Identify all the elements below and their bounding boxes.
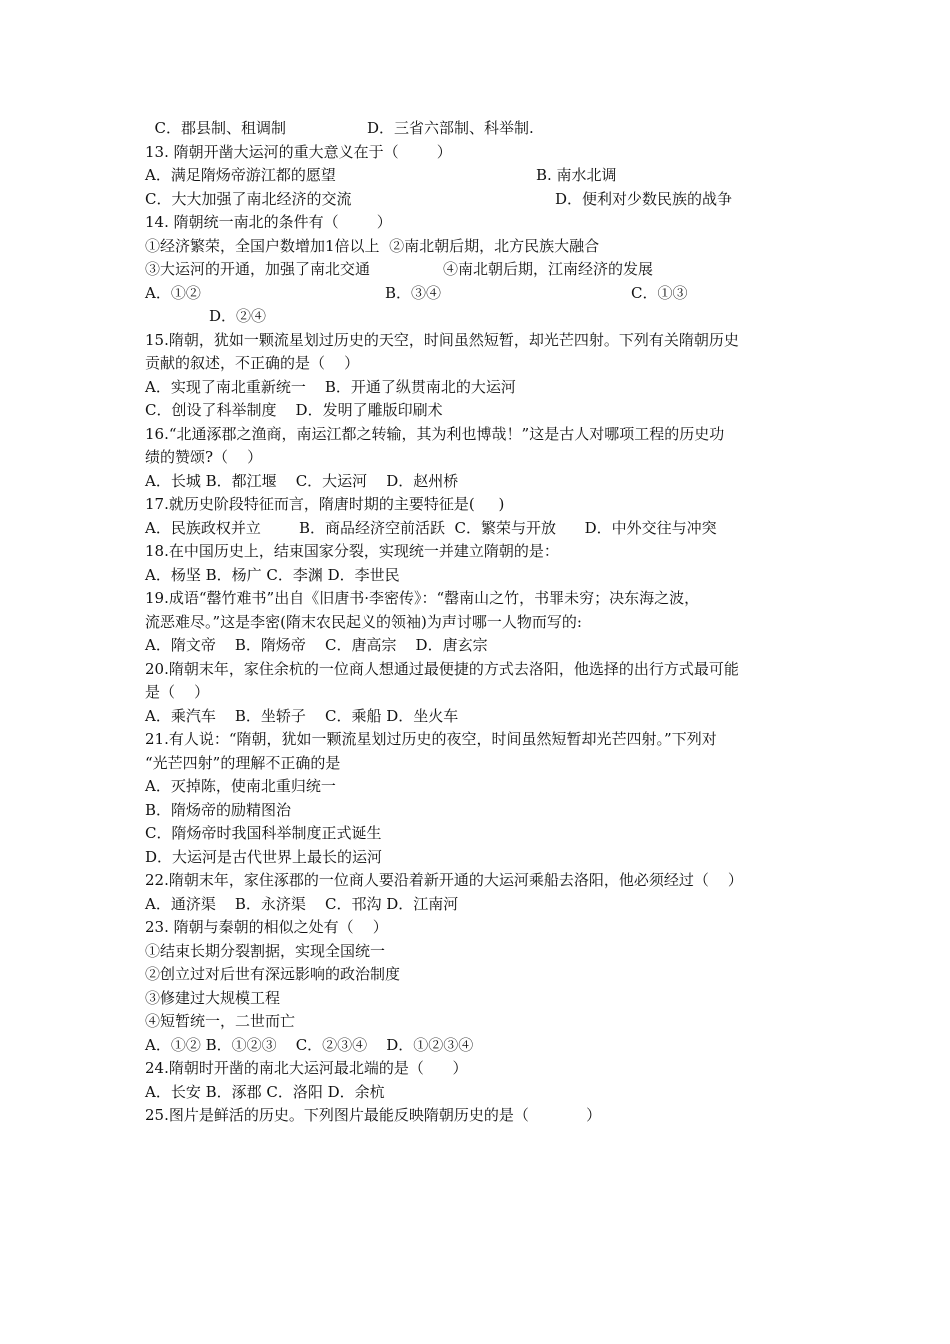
option-c: C．郡县制、租调制	[145, 119, 287, 137]
text-line	[145, 376, 815, 400]
option-a: A．①②	[145, 283, 201, 302]
statement-text: ④南北朝后期，江南经济的发展	[443, 260, 654, 278]
question-stem: 21.有人说：“隋朝，犹如一颗流星划过历史的夜空，时间虽然短暂却光芒四射。”下列对	[145, 730, 717, 748]
text-line	[145, 305, 815, 329]
options-text: A．长城 B．都江堰 C．大运河 D．赵州桥	[145, 471, 459, 490]
question-stem: 贡献的叙述，不正确的是（ ）	[145, 354, 360, 372]
option-b: B．隋炀帝的励精图治	[145, 800, 292, 819]
question-stem: 22.隋朝末年，家住涿郡的一位商人要沿着新开通的大运河乘船去洛阳，他必须经过（ ）	[145, 871, 743, 889]
question-stem: 13. 隋朝开凿大运河的重大意义在于（ ）	[145, 142, 452, 161]
text-line	[145, 564, 815, 588]
text-line	[145, 799, 815, 823]
option-a: A．满足隋炀帝游江都的愿望	[145, 166, 336, 184]
option-b: B. 南水北调	[536, 166, 617, 184]
question-stem: 19.成语“罄竹难书”出自《旧唐书·李密传》：“罄南山之竹，书罪未穷；决东海之波，	[145, 589, 700, 607]
text-line	[145, 188, 815, 212]
question-stem: 24.隋朝时开凿的南北大运河最北端的是（ ）	[145, 1059, 468, 1077]
statement-text: ②创立过对后世有深远影响的政治制度	[145, 965, 401, 983]
statement-text: ①经济繁荣，全国户数增加1倍以上 ②南北朝后期，北方民族大融合	[145, 236, 600, 255]
question-stem: 16.“北通涿郡之渔商，南运江都之转输，其为利也博哉！”这是古人对哪项工程的历史功	[145, 424, 725, 443]
option-c: C．①③	[631, 283, 688, 302]
question-24	[145, 1057, 815, 1081]
statement-text: ①结束长期分裂割据，实现全国统一	[145, 941, 386, 960]
text-line	[145, 822, 815, 846]
question-stem: 18.在中国历史上，结束国家分裂，实现统一并建立隋朝的是：	[145, 542, 559, 560]
options-text: A．长安 B．涿郡 C．洛阳 D．余杭	[145, 1082, 385, 1101]
text-line	[145, 117, 815, 141]
question-stem: 17.就历史阶段特征而言，隋唐时期的主要特征是( )	[145, 495, 505, 513]
statement-text: ④短暂统一，二世而亡	[145, 1012, 296, 1030]
text-line	[145, 775, 815, 799]
question-17	[145, 493, 815, 517]
text-line	[145, 399, 815, 423]
text-line	[145, 235, 815, 259]
option-b: B．③④	[385, 283, 442, 302]
text-line	[145, 517, 815, 541]
text-line	[145, 752, 815, 776]
options-text: A．民族政权并立 B．商品经济空前活跃 C．繁荣与开放 D．中外交往与冲突	[145, 518, 717, 537]
text-line	[145, 282, 815, 306]
question-13	[145, 141, 815, 165]
options-text: A．实现了南北重新统一 B．开通了纵贯南北的大运河	[145, 377, 516, 396]
text-line	[145, 893, 815, 917]
option-d: D．便利对少数民族的战争	[555, 189, 733, 208]
question-23	[145, 916, 815, 940]
options-text: A．隋文帝 B．隋炀帝 C．唐高宗 D．唐玄宗	[145, 636, 488, 654]
question-20	[145, 658, 815, 682]
text-line	[145, 1010, 815, 1034]
question-25	[145, 1104, 815, 1128]
option-d: D．三省六部制、科举制.	[367, 119, 534, 137]
question-18	[145, 540, 815, 564]
question-stem: 15.隋朝，犹如一颗流星划过历史的天空，时间虽然短暂，却光芒四射。下列有关隋朝历史	[145, 330, 739, 349]
options-text: C．创设了科举制度 D．发明了雕版印刷术	[145, 401, 443, 419]
question-stem: 14. 隋朝统一南北的条件有（ ）	[145, 213, 392, 231]
text-line	[145, 634, 815, 658]
text-line	[145, 940, 815, 964]
question-stem: 20.隋朝末年，家住余杭的一位商人想通过最便捷的方式去洛阳，他选择的出行方式最可能	[145, 659, 739, 678]
text-line	[145, 258, 815, 282]
text-line	[145, 705, 815, 729]
text-line	[145, 987, 815, 1011]
option-c: C．隋炀帝时我国科举制度正式诞生	[145, 824, 382, 842]
option-d: D．②④	[209, 307, 267, 325]
options-text: A．通济渠 B．永济渠 C．邗沟 D．江南河	[145, 894, 459, 913]
question-stem: 25.图片是鲜活的历史。下列图片最能反映隋朝历史的是（ ）	[145, 1106, 602, 1124]
text-line	[145, 681, 815, 705]
text-line	[145, 846, 815, 870]
text-line	[145, 1081, 815, 1105]
text-line	[145, 352, 815, 376]
text-line	[145, 611, 815, 635]
option-a: A．灭掉陈，使南北重归统一	[145, 777, 336, 795]
question-stem: 绩的赞颂?（ ）	[145, 448, 263, 466]
question-stem: 23. 隋朝与秦朝的相似之处有（ ）	[145, 918, 388, 936]
statement-text: ③修建过大规模工程	[145, 988, 281, 1007]
question-21	[145, 728, 815, 752]
text-line	[145, 470, 815, 494]
option-c: C．大大加强了南北经济的交流	[145, 189, 352, 208]
question-15	[145, 329, 815, 353]
question-16	[145, 423, 815, 447]
text-line	[145, 446, 815, 470]
statement-text: ③大运河的开通，加强了南北交通	[145, 260, 371, 278]
question-22	[145, 869, 815, 893]
text-line	[145, 1034, 815, 1058]
question-stem: 是（ ）	[145, 683, 210, 701]
question-19	[145, 587, 815, 611]
options-text: A．杨坚 B．杨广 C．李渊 D．李世民	[145, 565, 400, 584]
text-line	[145, 164, 815, 188]
options-text: A．乘汽车 B．坐轿子 C．乘船 D．坐火车	[145, 706, 459, 725]
text-line	[145, 963, 815, 987]
option-d: D．大运河是古代世界上最长的运河	[145, 847, 383, 866]
question-text-block	[145, 117, 815, 1128]
options-text: A．①② B．①②③ C．②③④ D．①②③④	[145, 1035, 474, 1054]
question-14	[145, 211, 815, 235]
question-stem: 流恶难尽。”这是李密(隋末农民起义的领袖)为声讨哪一人物而写的:	[145, 612, 582, 631]
question-stem: “光芒四射”的理解不正确的是	[145, 753, 341, 772]
